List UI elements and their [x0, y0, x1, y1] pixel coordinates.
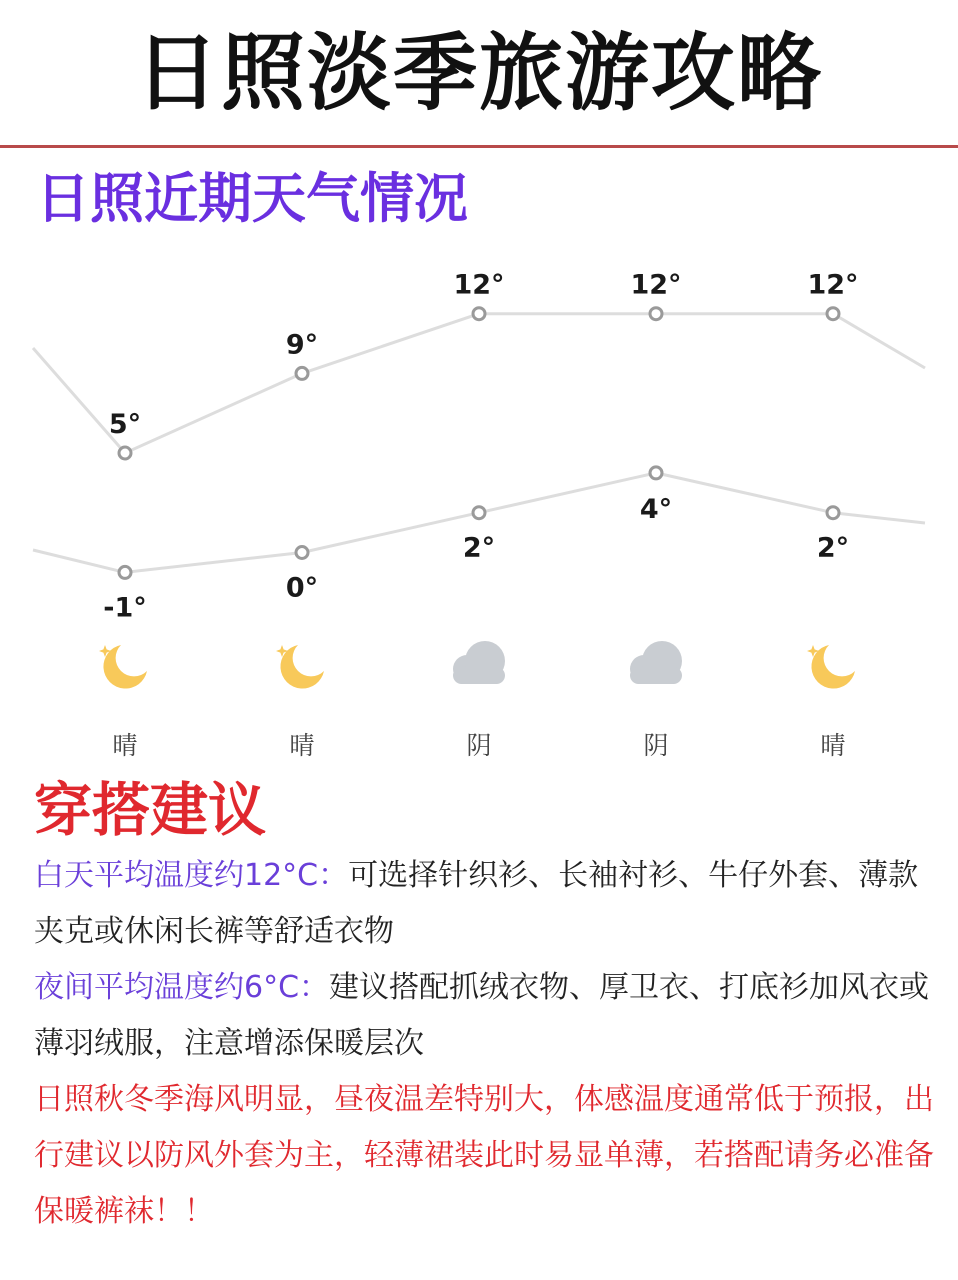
low-temp-label: 2° — [462, 532, 496, 564]
low-temp-label: -1° — [103, 592, 147, 624]
high-temp-point — [827, 308, 839, 320]
moon-icon — [276, 645, 324, 689]
weather-condition-label: 晴 — [289, 731, 315, 760]
low-temp-label: 4° — [639, 493, 673, 525]
day-advice-text: 可选择针织衫、长袖衬衫、牛仔外套、薄款夹克或休闲长裤等舒适衣物 — [34, 858, 919, 949]
low-temp-label: 2° — [816, 532, 850, 564]
page-title: 日照淡季旅游攻略 — [134, 23, 823, 122]
high-temp-point — [650, 308, 662, 320]
outfit-section-heading: 穿搭建议 — [34, 776, 267, 844]
high-temp-label: 9° — [285, 329, 319, 361]
cloud-icon — [630, 641, 682, 684]
high-temp-line — [33, 314, 925, 453]
night-advice-text: 建议搭配抓绒衣物、厚卫衣、打底衫加风衣或薄羽绒服，注意增添保暖层次 — [34, 970, 930, 1061]
day-advice-lead: 白天平均温度约12°C： — [34, 858, 349, 893]
weather-condition-label: 阴 — [466, 731, 492, 760]
day-advice — [34, 848, 934, 960]
title-divider — [0, 145, 958, 148]
low-temp-label: 0° — [285, 572, 319, 604]
high-temp-label: 12° — [453, 269, 505, 301]
low-temp-point — [650, 467, 662, 479]
high-temp-label: 5° — [108, 409, 142, 440]
high-temp-label: 12° — [807, 269, 859, 301]
wind-warning: 日照秋冬季海风明显，昼夜温差特别大，体感温度通常低于预报，出行建议以防风外套为主，轻薄裙装此时易显单薄，若搭配请务必准备保暖裤袜！！ — [34, 1082, 934, 1229]
high-temp-point — [473, 308, 485, 320]
moon-icon — [807, 645, 855, 689]
weather-condition-label: 阴 — [643, 731, 669, 760]
low-temp-point — [119, 566, 131, 578]
weather-condition-label: 晴 — [112, 731, 138, 760]
low-temp-point — [473, 507, 485, 519]
temperature-chart — [0, 240, 958, 770]
low-temp-point — [296, 547, 308, 559]
cloud-icon — [453, 641, 505, 684]
night-advice-lead: 夜间平均温度约6°C： — [34, 970, 330, 1005]
moon-icon — [99, 645, 147, 689]
outfit-advice — [34, 848, 934, 1240]
high-temp-label: 12° — [630, 269, 682, 301]
weather-section-heading: 日照近期天气情况 — [36, 166, 468, 230]
night-advice — [34, 960, 934, 1072]
low-temp-point — [827, 507, 839, 519]
high-temp-point — [296, 367, 308, 379]
high-temp-point — [119, 447, 131, 459]
weather-condition-label: 晴 — [820, 731, 846, 760]
